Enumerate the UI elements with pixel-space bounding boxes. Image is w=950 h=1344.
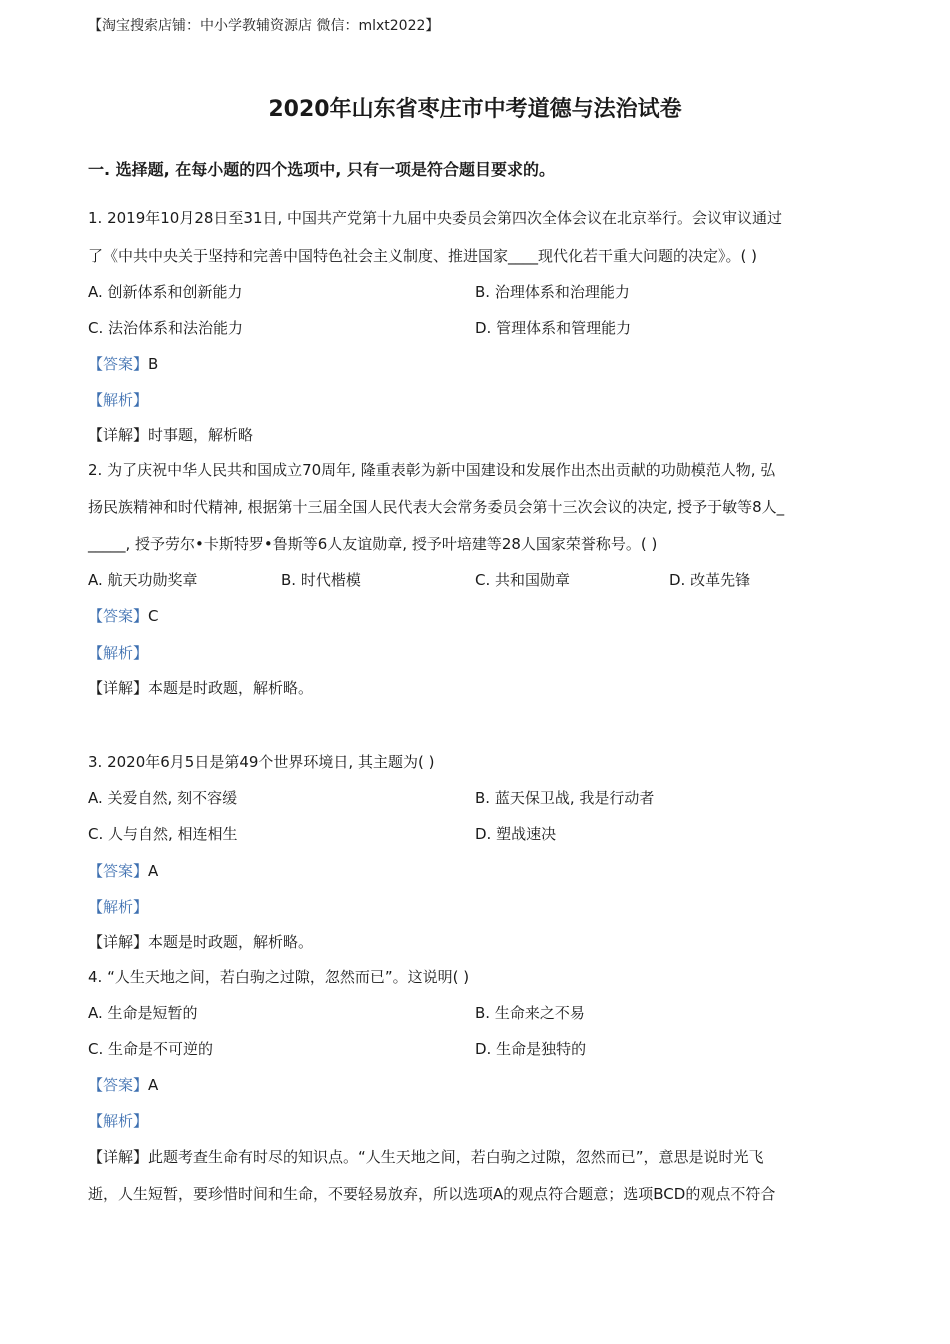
question-1-option-d: D. 管理体系和管理能力 [475, 319, 632, 337]
answer-label: 【答案】 [88, 607, 149, 625]
detail-text: 本题是时政题，解析略。 [148, 933, 314, 951]
question-3-option-c: C. 人与自然, 相连相生 [88, 825, 238, 843]
question-4-option-b: B. 生命来之不易 [475, 1004, 585, 1022]
section-heading: 一. 选择题, 在每小题的四个选项中, 只有一项是符合题目要求的。 [88, 160, 555, 179]
detail-label: 【详解】 [88, 679, 149, 697]
question-2-analysis-label: 【解析】 [88, 644, 149, 662]
question-2-stem-line-1: 2. 为了庆祝中华人民共和国成立70周年, 隆重表彰为新中国建设和发展作出杰出贡献的功勋模范人物, 弘 [88, 461, 776, 479]
question-2-stem-line-3: _____, 授予劳尔•卡斯特罗•鲁斯等6人友谊勋章, 授予叶培建等28人国家荣誉称号。( ) [88, 535, 658, 553]
question-1-analysis-label: 【解析】 [88, 391, 149, 409]
question-4-answer [88, 1074, 158, 1095]
detail-label: 【详解】 [88, 933, 149, 951]
question-4-detail-line-2: 逝，人生短暂，要珍惜时间和生命，不要轻易放弃，所以选项A的观点符合题意；选项BCD的观点不符合 [88, 1185, 776, 1203]
answer-value: A [148, 862, 159, 880]
detail-label: 【详解】 [88, 1148, 149, 1166]
detail-text: 时事题，解析略 [148, 426, 254, 444]
question-2-option-b: B. 时代楷模 [281, 571, 361, 589]
question-3-answer [88, 860, 158, 881]
question-1-answer [88, 353, 158, 374]
question-1-option-c: C. 法治体系和法治能力 [88, 319, 244, 337]
question-4-option-d: D. 生命是独特的 [475, 1040, 587, 1058]
question-2-detail [88, 677, 313, 698]
question-4-stem: 4. “人生天地之间，若白驹之过隙，忽然而已”。这说明( ) [88, 968, 470, 986]
question-4-detail-line-1 [88, 1146, 764, 1167]
answer-value: C [148, 607, 159, 625]
answer-label: 【答案】 [88, 862, 149, 880]
question-1-option-b: B. 治理体系和治理能力 [475, 283, 630, 301]
answer-value: A [148, 1076, 159, 1094]
page-title: 2020年山东省枣庄市中考道德与法治试卷 [268, 97, 682, 122]
detail-text: 此题考查生命有时尽的知识点。“人生天地之间，若白驹之过隙，忽然而已”，意思是说时光飞 [148, 1148, 764, 1166]
header-note: 【淘宝搜索店铺：中小学教辅资源店 微信：mlxt2022】 [88, 18, 440, 34]
question-3-option-b: B. 蓝天保卫战, 我是行动者 [475, 789, 655, 807]
question-2-answer [88, 605, 159, 626]
question-4-analysis-label: 【解析】 [88, 1112, 149, 1130]
question-2-option-a: A. 航天功勋奖章 [88, 571, 198, 589]
answer-label: 【答案】 [88, 1076, 149, 1094]
question-2-option-c: C. 共和国勋章 [475, 571, 571, 589]
detail-text: 本题是时政题，解析略。 [148, 679, 314, 697]
question-1-stem-line-2: 了《中共中央关于坚持和完善中国特色社会主义制度、推进国家____现代化若干重大问题的决定》。( ) [88, 247, 757, 265]
question-3-analysis-label: 【解析】 [88, 898, 149, 916]
question-4-option-a: A. 生命是短暂的 [88, 1004, 198, 1022]
question-4-option-c: C. 生命是不可逆的 [88, 1040, 214, 1058]
detail-label: 【详解】 [88, 426, 149, 444]
question-3-stem: 3. 2020年6月5日是第49个世界环境日, 其主题为( ) [88, 753, 435, 771]
question-1-option-a: A. 创新体系和创新能力 [88, 283, 243, 301]
question-3-option-d: D. 塑战速决 [475, 825, 557, 843]
question-2-stem-line-2: 扬民族精神和时代精神, 根据第十三届全国人民代表大会常务委员会第十三次会议的决定, 授予于敏等8人_ [88, 498, 785, 516]
answer-label: 【答案】 [88, 355, 149, 373]
question-3-detail [88, 931, 313, 952]
question-1-stem-line-1: 1. 2019年10月28日至31日, 中国共产党第十九届中央委员会第四次全体会议在北京举行。会议审议通过 [88, 209, 783, 227]
question-1-detail [88, 424, 253, 445]
answer-value: B [148, 355, 159, 373]
question-2-option-d: D. 改革先锋 [669, 571, 751, 589]
question-3-option-a: A. 关爱自然, 刻不容缓 [88, 789, 238, 807]
